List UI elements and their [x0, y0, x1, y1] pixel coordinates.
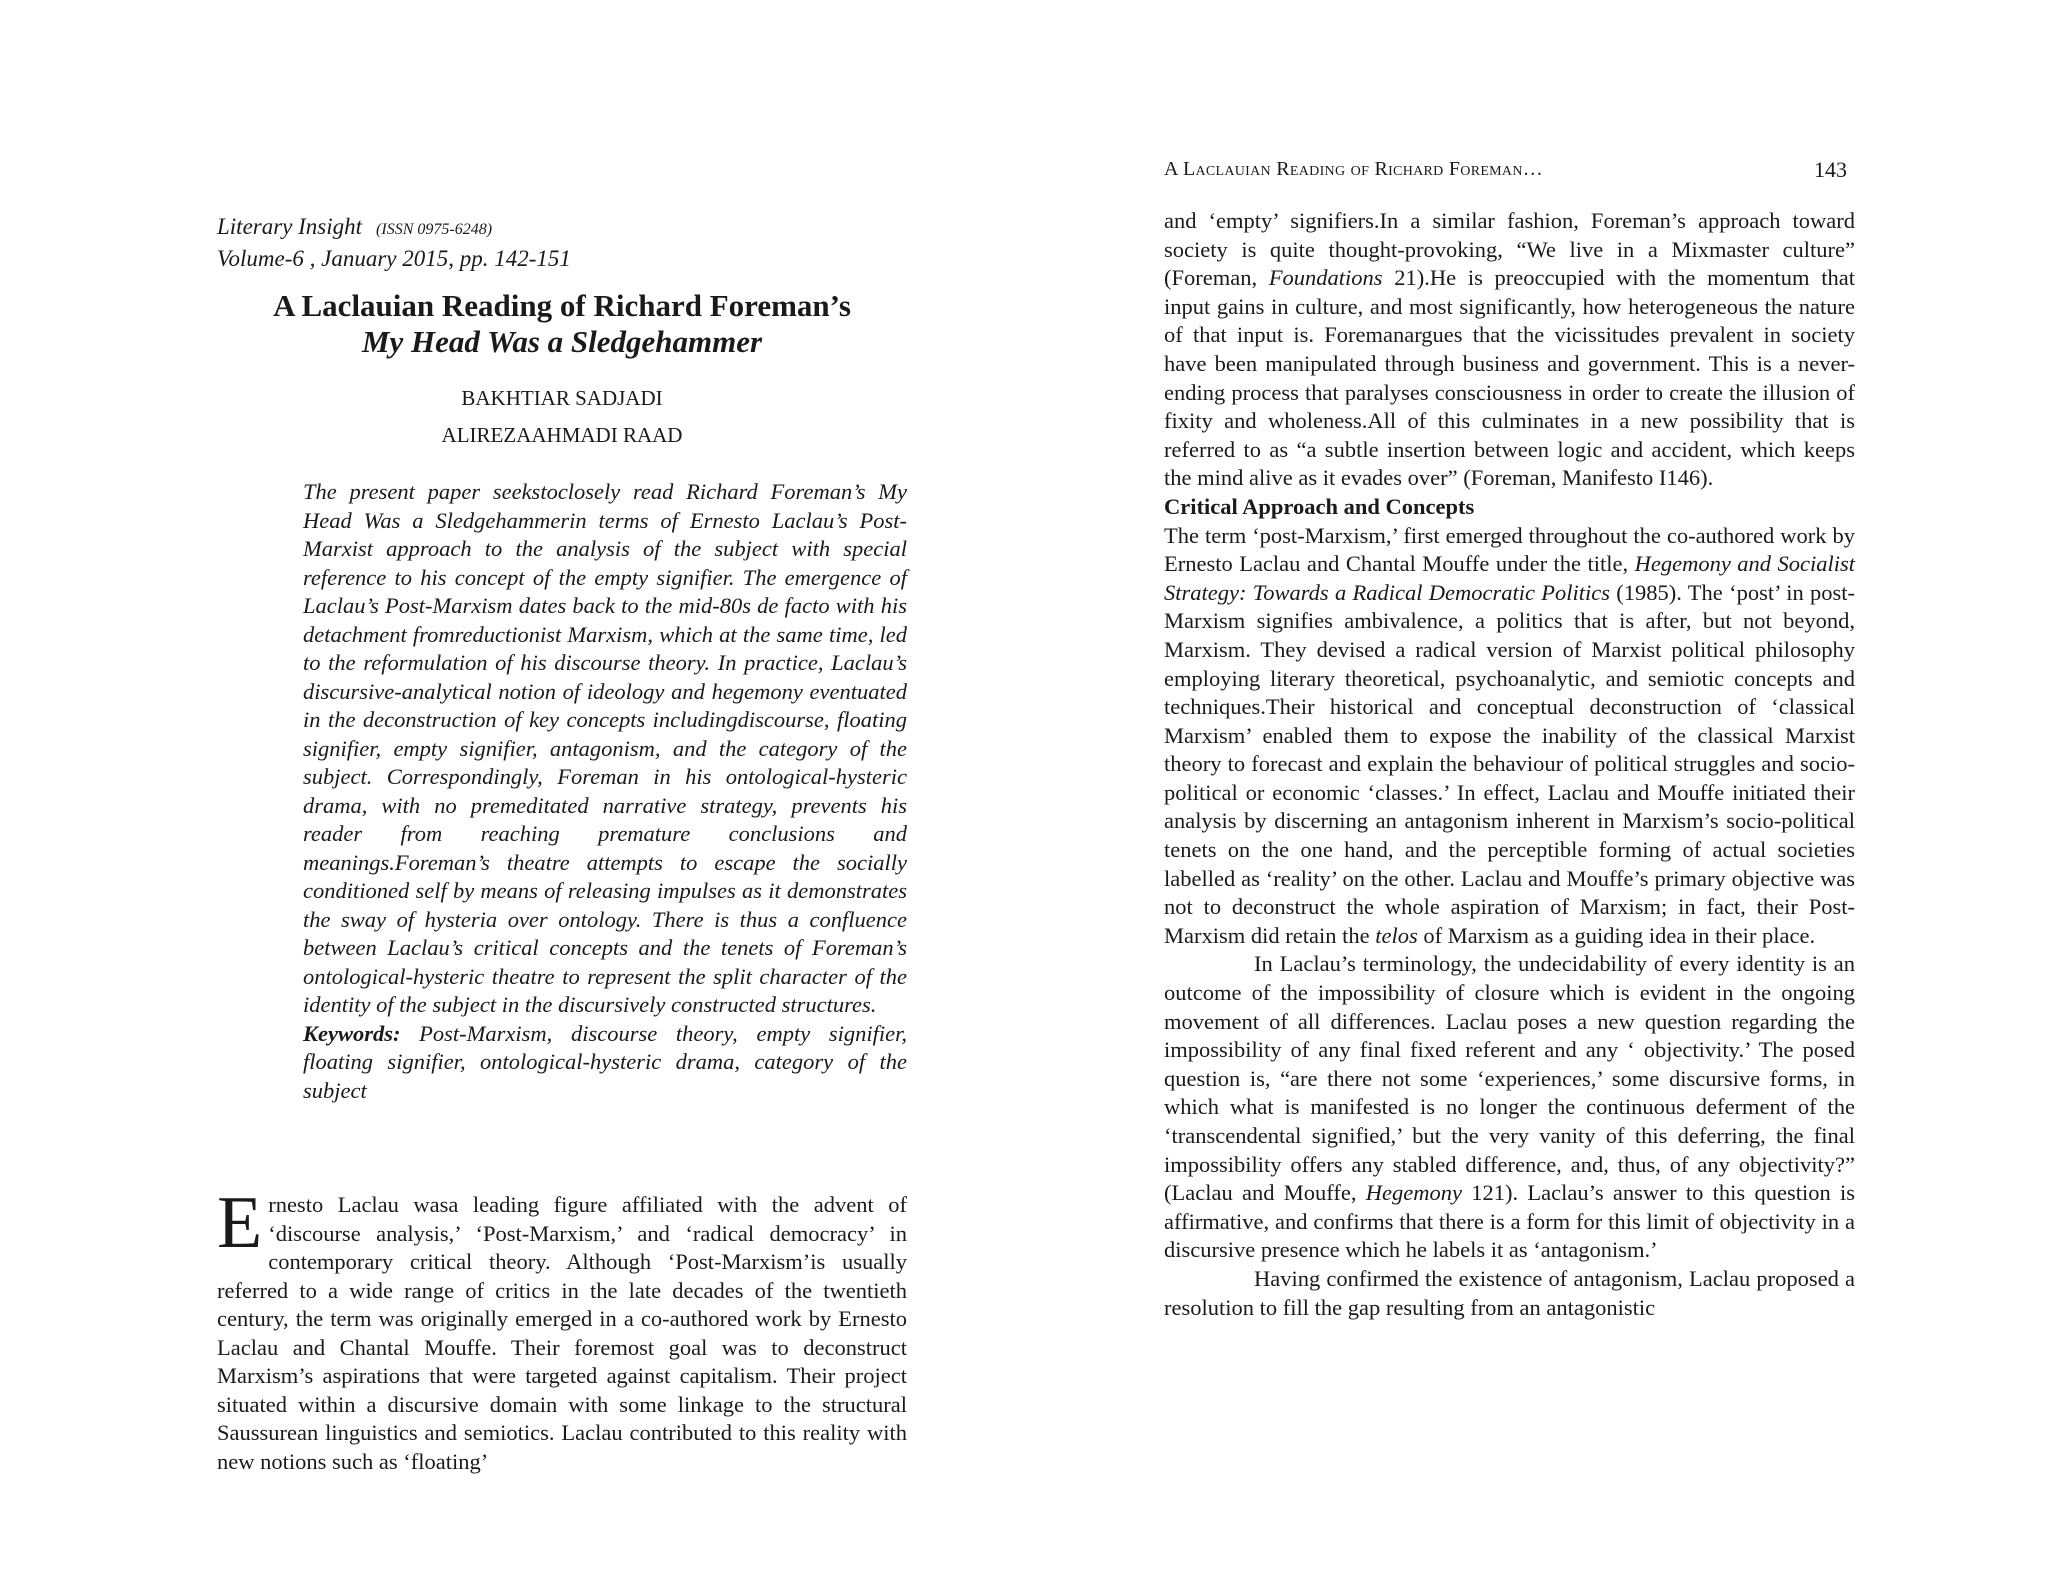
paragraph-text: (1985). The ‘post’ in post-Marxism signifies ambivalence, a politics that is after, but not beyond, Marxism. They devised a radical version of Marxist political philosophy employing literary theoretical, psychoanalytic, and semiotic concepts and techniques.Their historical and conceptual deconstruction of ‘classical Marxism’ enabled them to expose the inability of the classical Marxist theory to forecast and explain the behaviour of political struggles and socio-political or economic ‘classes.’ In effect, Laclau and Mouffe initiated their analysis by discerning an antagonism inherent in Marxism’s socio-political tenets on the one hand, and the perceptible forming of actual societies labelled as ‘reality’ on the other. Laclau and Mouffe’s primary objective was not to deconstruct the whole aspiration of Marxism; in fact, their Post-Marxism did retain the [1164, 579, 1855, 948]
intro-paragraph-text: rnesto Laclau wasa leading figure affiliated with the advent of ‘discourse analysis,’ ‘Post-Marxism,’ and ‘radical democracy’ in contemporary critical theory. Although ‘Post-Marxism’is usually referred to a wide range of critics in the late decades of the twentieth century, the term was originally emerged in a co-authored work by Ernesto Laclau and Chantal Mouffe. Their foremost goal was to deconstruct Marxism’s aspirations that were targeted against capitalism. Their project situated within a discursive domain with some linkage to the structural Saussurean linguistics and semiotics. Laclau contributed to this reality with new notions such as ‘floating’ [217, 1192, 907, 1474]
section-heading: Critical Approach and Concepts [1164, 493, 1475, 519]
italic-title: Hegemony [1365, 1180, 1462, 1206]
running-head-text: A Laclauian Reading of Richard Foreman… [1164, 158, 1544, 180]
paragraph: Having confirmed the existence of antagonism, Laclau proposed a resolution to fill the gap resulting from an antagonistic [1164, 1265, 1855, 1320]
keywords-text: Post-Marxism, discourse theory, empty signifier, floating signifier, ontological-hysteric drama, category of the subject [303, 1020, 907, 1103]
journal-volume: Volume-6 , January 2015, pp. 142-151 [217, 246, 571, 271]
journal-name-line [217, 212, 571, 244]
journal-citation [217, 212, 571, 273]
article-title [217, 288, 907, 360]
paragraph [1164, 950, 1855, 1265]
body-text-right [1164, 207, 1855, 1322]
italic-term: telos [1375, 922, 1418, 948]
journal-issn: (ISSN 0975-6248) [376, 221, 493, 238]
abstract [303, 478, 907, 1105]
author-name: BAKHTIAR SADJADI [461, 386, 663, 410]
keywords [303, 1020, 907, 1106]
keywords-label: Keywords: [303, 1020, 401, 1046]
author-name: ALIREZAAHMADI RAAD [441, 423, 683, 447]
paragraph-text: The term ‘post-Marxism,’ first emerged throughout the co-authored work by Ernesto Laclau and Chantal Mouffe under the title, [1164, 522, 1855, 577]
drop-cap: E [217, 1182, 263, 1264]
running-head [1164, 158, 1543, 181]
paragraph-text: 21).He is preoccupied with the momentum that input gains in culture, and most significantly, how heterogeneous the nature of that input is. Foremanargues that the vicissitudes prevalent in society have been manipulated through business and government. This is a never-ending process that paralyses consciousness in order to create the illusion of fixity and wholeness.All of this culminates in a new possibility that is referred to as “a subtle insertion between logic and accident, which keeps the mind alive as it evades over” (Foreman, Manifesto I146). [1164, 265, 1855, 491]
abstract-text: The present paper seekstoclosely read Richard Foreman’s My Head Was a Sledgehammerin terms of Ernesto Laclau’s Post-Marxist approach to the analysis of the subject with special reference to his concept of the empty signifier. The emergence of Laclau’s Post-Marxism dates back to the mid-80s de facto with his detachment fromreductionist Marxism, which at the same time, led to the reformulation of his discourse theory. In practice, Laclau’s discursive-analytical notion of ideology and hegemony eventuated in the deconstruction of key concepts includingdiscourse, floating signifier, empty signifier, antagonism, and the category of the subject. Correspondingly, Foreman in his ontological-hysteric drama, with no premeditated narrative strategy, prevents his reader from reaching premature conclusions and meanings.Foreman’s theatre attempts to escape the socially conditioned self by means of releasing impulses as it demonstrates the sway of hysteria over ontology. There is thus a confluence between Laclau’s critical concepts and the tenets of Foreman’s ontological-hysteric theatre to represent the split character of the identity of the subject in the discursively constructed structures. [303, 479, 907, 1017]
body-text-left [217, 1182, 907, 1476]
italic-title: Foundations [1268, 265, 1383, 291]
paragraph [1164, 522, 1855, 951]
paragraph-text: and ‘empty’ signifiers.In a similar fashion, Foreman’s approach toward society is quite thought-provoking, “We live in a Mixmaster culture” (Foreman, [1164, 208, 1855, 291]
article-title-subtitle: My Head Was a Sledgehammer [361, 324, 763, 359]
paragraph [1164, 207, 1855, 493]
journal-name: Literary Insight [217, 214, 363, 239]
author-list [217, 380, 907, 454]
paragraph-text: In Laclau’s terminology, the undecidability of every identity is an outcome of the impossibility of closure which is evident in the ongoing movement of all differences. Laclau poses a new question regarding the impossibility of any final fixed referent and any ‘ objectivity.’ The posed question is, “are there not some ‘experiences,’ some discursive forms, in which what is manifested is no longer the continuous deferment of the ‘transcendental signified,’ but the very vanity of this deferring, the final impossibility offers any stabled difference, and, thus, of any objectivity?” (Laclau and Mouffe, [1164, 951, 1855, 1206]
page-number: 143 [1814, 157, 1847, 182]
article-title-main: A Laclauian Reading of Richard Foreman’s [273, 288, 851, 323]
paragraph-text: of Marxism as a guiding idea in their place. [1417, 922, 1816, 948]
intro-paragraph [217, 1182, 907, 1476]
right-page [1024, 0, 2048, 1582]
italic-title: Hegemony and Socialist Strategy: Towards a Radical Democratic Politics [1164, 551, 1855, 605]
paragraph-text: 121). Laclau’s answer to this question is affirmative, and confirms that there is a form for this limit of objectivity in a discursive presence which he labels it as ‘antagonism.’ [1164, 1180, 1855, 1263]
